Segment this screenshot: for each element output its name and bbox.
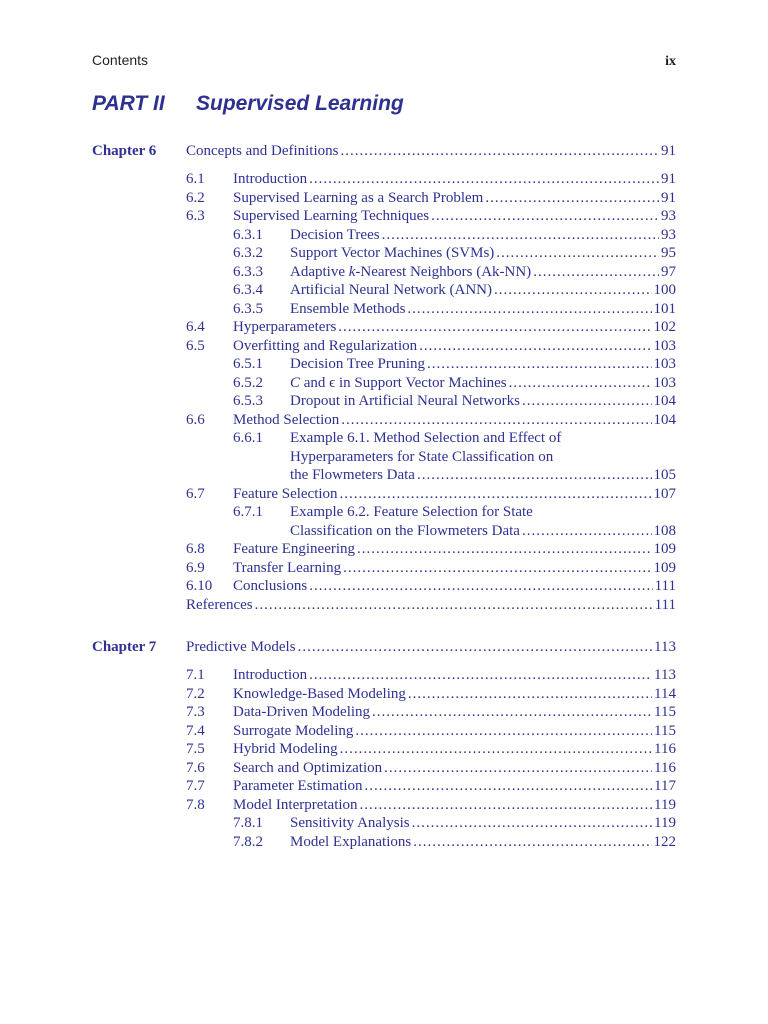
entry-page: 116	[654, 759, 676, 776]
leader-dots	[298, 638, 652, 656]
entry-number: 6.6	[186, 411, 205, 428]
toc-entry-7-5[interactable]	[92, 740, 676, 759]
entry-title: Parameter Estimation	[233, 778, 363, 794]
leader-dots	[382, 226, 659, 245]
toc-entry-6-3[interactable]	[92, 207, 676, 226]
entry-title: Supervised Learning as a Search Problem	[233, 189, 484, 206]
toc-entry-6-6-1[interactable]	[92, 429, 676, 448]
entry-number: 6.7.1	[233, 504, 263, 520]
entry-page: 103	[653, 374, 676, 391]
toc-entry-7-1[interactable]	[92, 666, 676, 685]
toc-entry-6-1[interactable]	[92, 170, 676, 189]
entry-page: 117	[654, 778, 676, 794]
entry-page: 100	[653, 282, 676, 298]
part-label: PART II	[92, 92, 165, 115]
entry-number: 6.3.1	[233, 226, 263, 243]
entry-number: 6.8	[186, 541, 205, 557]
entry-title: Conclusions	[233, 578, 308, 594]
leader-dots	[372, 703, 652, 722]
entry-title: Hyperparameters	[233, 319, 337, 335]
entry-title-part: Adaptive	[290, 263, 349, 280]
entry-title: Model Explanations	[290, 833, 412, 850]
entry-page: 119	[654, 815, 676, 831]
toc-entry-6-3-1[interactable]	[92, 226, 676, 245]
entry-title: Decision Tree Pruning	[290, 356, 425, 372]
leader-dots	[340, 142, 659, 160]
entry-number: 6.3.3	[233, 263, 263, 280]
entry-title	[290, 263, 531, 282]
entry-number: 6.3.2	[233, 245, 263, 261]
entry-number: 7.6	[186, 759, 205, 776]
chapter-page: 113	[654, 639, 676, 655]
entry-title-italic: C	[290, 374, 301, 391]
toc-entry-references[interactable]	[186, 596, 676, 615]
entry-title: Surrogate Modeling	[233, 722, 354, 739]
entry-title-continued: Hyperparameters for State Classification on	[290, 448, 554, 465]
entry-page: 104	[653, 411, 676, 428]
entry-title: Feature Engineering	[233, 541, 356, 557]
entry-title: Example 6.1. Method Selection and Effect of	[290, 430, 562, 446]
leader-dots	[355, 722, 652, 741]
toc-entry-6-3-3[interactable]	[92, 263, 676, 282]
toc-entry-6-3-2[interactable]	[92, 244, 676, 263]
chapter-7-section	[92, 638, 676, 851]
toc-entry-7-6[interactable]	[92, 759, 676, 778]
entry-page: 108	[653, 522, 676, 539]
entry-page: 116	[654, 741, 676, 757]
entry-title-part: and ϵ in Support Vector Machines	[300, 374, 507, 391]
leader-dots	[522, 522, 652, 541]
entry-title-italic: k	[348, 263, 356, 280]
leader-dots	[427, 355, 652, 374]
entry-title: References	[186, 596, 253, 613]
chapter-6-section	[92, 142, 676, 614]
toc-entry-6-6-1-line-2[interactable]	[290, 448, 676, 467]
toc-entry-6-10[interactable]	[92, 577, 676, 596]
toc-entry-6-5-2[interactable]	[92, 374, 676, 393]
entry-page: 91	[661, 171, 676, 187]
entry-number: 7.4	[186, 722, 205, 739]
leader-dots	[365, 777, 653, 796]
entry-title: Knowledge-Based Modeling	[233, 685, 406, 702]
leader-dots	[485, 189, 659, 208]
chapter-page: 91	[661, 143, 676, 159]
entry-title: Sensitivity Analysis	[290, 815, 410, 831]
entry-page: 119	[654, 796, 676, 813]
toc-entry-6-5-3[interactable]	[92, 392, 676, 411]
part-title: Supervised Learning	[196, 92, 404, 115]
entry-page: 111	[654, 596, 676, 613]
leader-dots	[255, 596, 653, 615]
toc-entry-6-7[interactable]	[92, 485, 676, 504]
leader-dots	[522, 392, 652, 411]
entry-page: 111	[654, 578, 676, 594]
entry-title: Feature Selection	[233, 485, 338, 502]
entry-title: Support Vector Machines (SVMs)	[290, 245, 495, 261]
leader-dots	[494, 281, 651, 300]
entry-page: 122	[653, 833, 676, 850]
entry-page: 103	[653, 356, 676, 372]
toc-entry-7-8-2[interactable]	[92, 833, 676, 852]
entry-title: Data-Driven Modeling	[233, 704, 371, 720]
chapter-title: Predictive Models	[186, 639, 296, 655]
leader-dots	[338, 318, 651, 337]
entry-page: 91	[661, 189, 676, 206]
entry-title	[290, 374, 507, 393]
entry-title-continued: Classification on the Flowmeters Data	[290, 522, 520, 539]
entry-page: 97	[661, 263, 676, 280]
entry-title-continued: the Flowmeters Data	[290, 467, 415, 483]
leader-dots	[309, 170, 659, 189]
leader-dots	[509, 374, 652, 393]
entry-page: 107	[653, 485, 676, 502]
entry-number: 7.8	[186, 796, 205, 813]
toc-entry-6-3-4[interactable]	[92, 281, 676, 300]
leader-dots	[340, 485, 652, 504]
entry-number: 6.7	[186, 485, 205, 502]
toc-entry-7-3[interactable]	[92, 703, 676, 722]
leader-dots	[408, 685, 652, 704]
entry-number: 6.5	[186, 337, 205, 354]
leader-dots	[533, 263, 659, 282]
entry-page: 93	[661, 208, 676, 224]
entry-title-part: -Nearest Neighbors (Ak-NN)	[355, 263, 532, 280]
entry-title: Introduction	[233, 171, 308, 187]
leader-dots	[413, 833, 651, 852]
entry-page: 93	[661, 226, 676, 243]
entry-page: 101	[653, 300, 676, 317]
toc-entry-6-8[interactable]	[92, 540, 676, 559]
entry-title: Ensemble Methods	[290, 300, 406, 317]
entry-number: 7.1	[186, 667, 205, 683]
entry-number: 6.5.2	[233, 374, 263, 391]
toc-entry-6-2[interactable]	[92, 189, 676, 208]
entry-title: Overfitting and Regularization	[233, 337, 418, 354]
leader-dots	[412, 814, 652, 833]
toc-entry-6-5[interactable]	[92, 337, 676, 356]
toc-entry-6-5-1[interactable]	[92, 355, 676, 374]
running-title: Contents	[92, 52, 149, 68]
entry-number: 6.5.1	[233, 356, 263, 372]
entry-number: 6.5.3	[233, 393, 263, 409]
toc-entry-7-4[interactable]	[92, 722, 676, 741]
leader-dots	[496, 244, 659, 263]
leader-dots	[384, 759, 652, 778]
toc-entry-7-8-1[interactable]	[92, 814, 676, 833]
entry-page: 115	[654, 704, 676, 720]
entry-page: 105	[653, 467, 676, 483]
chapter-title: Concepts and Definitions	[186, 143, 339, 159]
leader-dots	[431, 207, 659, 226]
entry-number: 7.7	[186, 778, 205, 794]
entry-page: 114	[654, 685, 676, 702]
entry-title: Method Selection	[233, 411, 340, 428]
entry-page: 95	[661, 245, 676, 261]
chapter-7-link[interactable]	[92, 638, 676, 656]
toc-entry-7-8[interactable]	[92, 796, 676, 815]
entry-number: 7.8.2	[233, 833, 263, 850]
toc-entry-7-2[interactable]	[92, 685, 676, 704]
toc-entry-6-3-5[interactable]	[92, 300, 676, 319]
toc-entry-6-7-1[interactable]	[92, 503, 676, 522]
entry-number: 7.8.1	[233, 815, 263, 831]
running-header	[92, 52, 676, 70]
toc-entry-6-7-1-line-2[interactable]	[290, 522, 676, 541]
entry-page: 115	[654, 722, 676, 739]
entry-page: 103	[653, 337, 676, 354]
entry-title: Transfer Learning	[233, 559, 342, 576]
entry-number: 6.3	[186, 208, 205, 224]
leader-dots	[357, 540, 651, 559]
leader-dots	[360, 796, 653, 815]
toc-entry-6-9[interactable]	[92, 559, 676, 578]
entry-title: Hybrid Modeling	[233, 741, 338, 757]
toc-entry-6-6[interactable]	[92, 411, 676, 430]
entry-title: Introduction	[233, 667, 308, 683]
entry-title: Dropout in Artificial Neural Networks	[290, 393, 520, 409]
entry-page: 109	[653, 541, 676, 557]
chapter-label: Chapter 7	[92, 639, 157, 655]
entry-number: 7.2	[186, 685, 205, 702]
chapter-label: Chapter 6	[92, 143, 157, 159]
entry-page: 104	[653, 393, 676, 409]
leader-dots	[341, 411, 651, 430]
entry-number: 6.10	[186, 578, 213, 594]
toc-entry-7-7[interactable]	[92, 777, 676, 796]
entry-page: 113	[654, 667, 676, 683]
chapter-6-link[interactable]	[92, 142, 676, 160]
entry-number: 6.9	[186, 559, 205, 576]
leader-dots	[407, 300, 651, 319]
entry-number: 6.3.4	[233, 282, 263, 298]
entry-number: 7.3	[186, 704, 205, 720]
entry-title: Artificial Neural Network (ANN)	[290, 282, 493, 298]
entry-number: 6.1	[186, 171, 205, 187]
leader-dots	[340, 740, 652, 759]
leader-dots	[417, 466, 652, 485]
toc-entry-6-4[interactable]	[92, 318, 676, 337]
leader-dots	[419, 337, 651, 356]
entry-title: Example 6.2. Feature Selection for State	[290, 504, 533, 520]
entry-title: Search and Optimization	[233, 759, 383, 776]
entry-number: 6.6.1	[233, 430, 263, 446]
leader-dots	[309, 666, 652, 685]
entry-number: 6.4	[186, 319, 205, 335]
part-heading	[92, 92, 404, 116]
entry-title: Supervised Learning Techniques	[233, 208, 430, 224]
entry-page: 109	[653, 559, 676, 576]
entry-title: Decision Trees	[290, 226, 380, 243]
entry-number: 7.5	[186, 741, 205, 757]
entry-number: 6.3.5	[233, 300, 263, 317]
entry-number: 6.2	[186, 189, 205, 206]
leader-dots	[309, 577, 652, 596]
toc-entry-6-6-1-line-3[interactable]	[290, 466, 676, 485]
leader-dots	[343, 559, 651, 578]
entry-page: 102	[653, 319, 676, 335]
page-number: ix	[665, 54, 676, 69]
entry-title: Model Interpretation	[233, 796, 358, 813]
